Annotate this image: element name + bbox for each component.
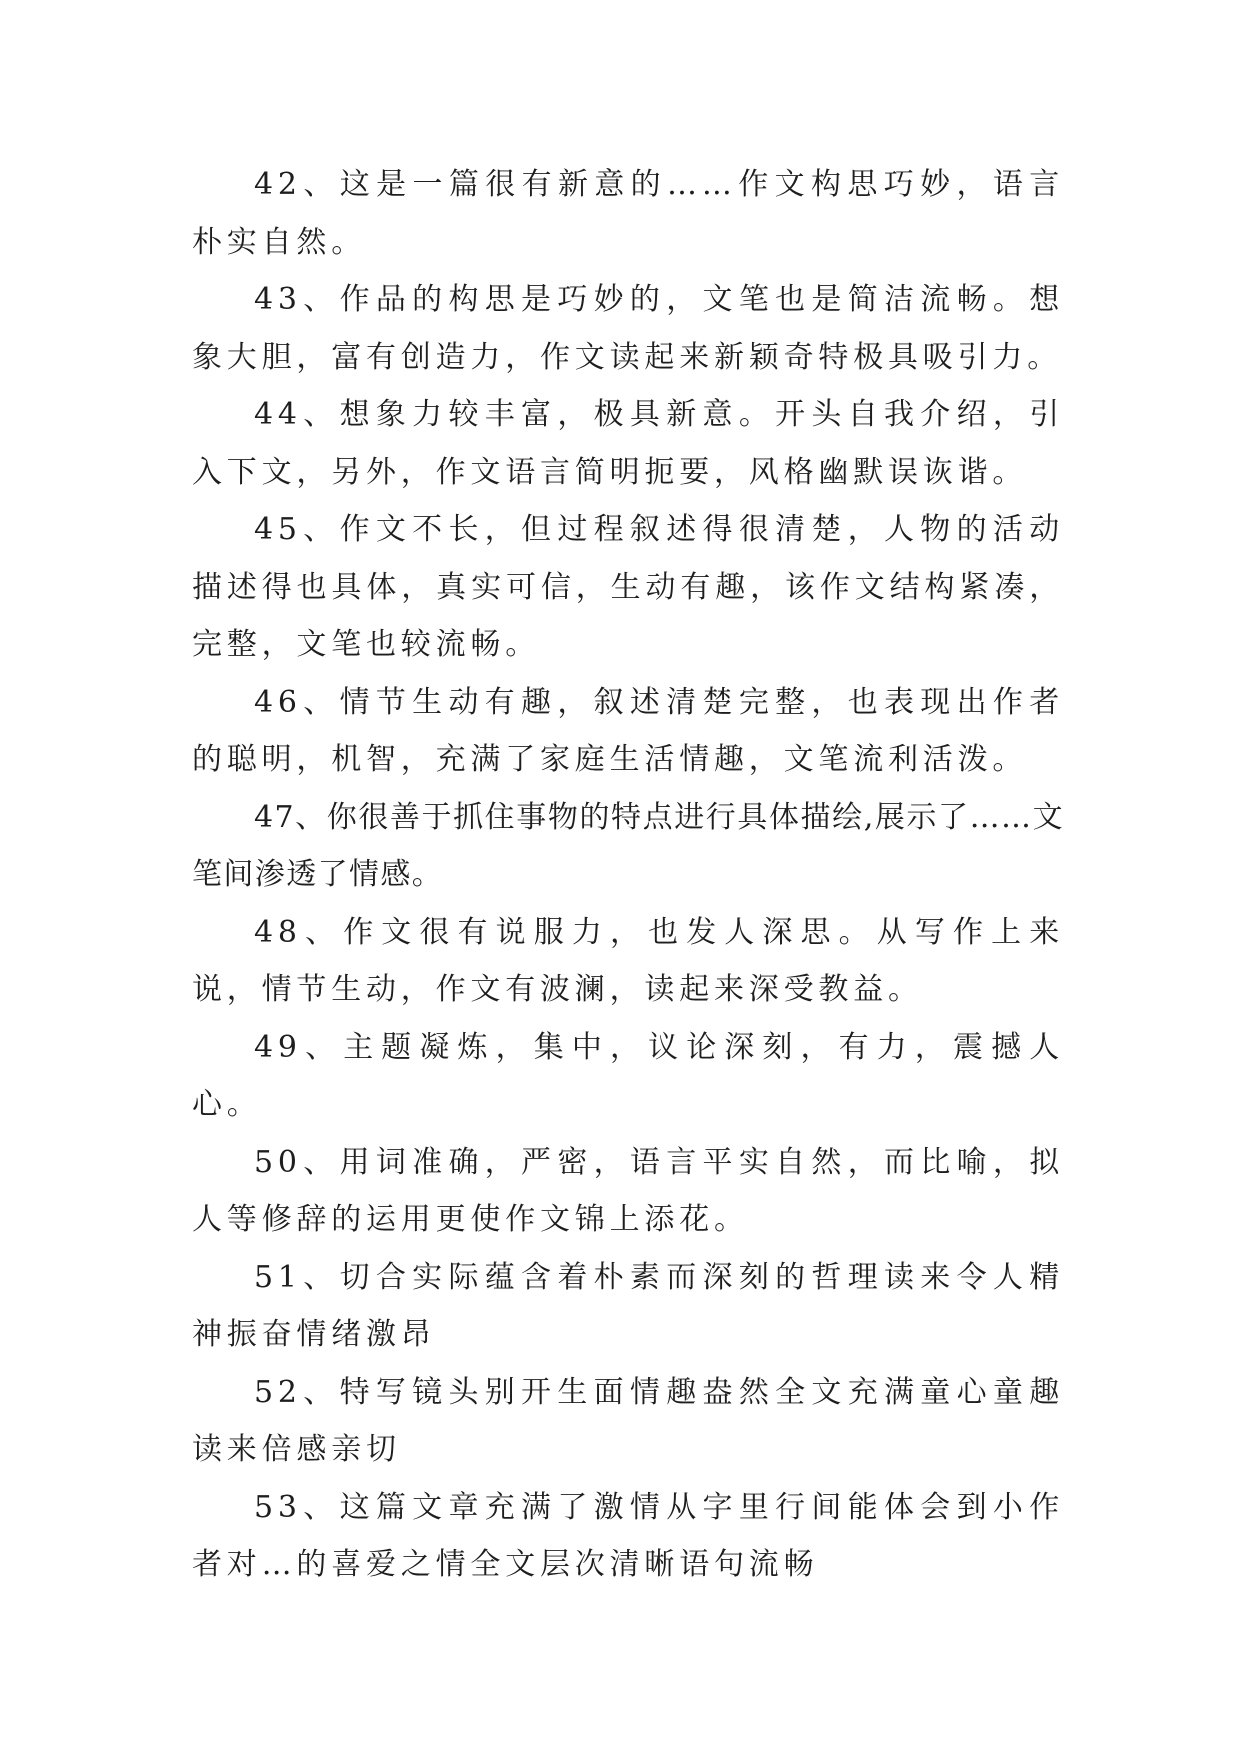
comment-paragraph-42: 42、这是一篇很有新意的……作文构思巧妙，语言朴实自然。 xyxy=(192,167,1064,260)
document-body xyxy=(192,156,1064,1594)
comment-paragraph-44: 44、想象力较丰富，极具新意。开头自我介绍，引入下文，另外，作文语言简明扼要，风格幽默误诙谐。 xyxy=(192,397,1064,490)
comment-paragraph-43: 43、作品的构思是巧妙的，文笔也是简洁流畅。想象大胆，富有创造力，作文读起来新颖奇特极具吸引力。 xyxy=(192,282,1064,375)
comment-paragraph-53: 53、这篇文章充满了激情从字里行间能体会到小作者对…的喜爱之情全文层次清晰语句流畅 xyxy=(192,1489,1064,1582)
comment-paragraph-47: 47、你很善于抓住事物的特点进行具体描绘,展示了……文笔间渗透了情感。 xyxy=(192,799,1064,892)
comment-paragraph-46: 46、情节生动有趣，叙述清楚完整，也表现出作者的聪明，机智，充满了家庭生活情趣，文笔流利活泼。 xyxy=(192,684,1064,777)
comment-paragraph-52: 52、特写镜头别开生面情趣盎然全文充满童心童趣读来倍感亲切 xyxy=(192,1374,1064,1467)
comment-paragraph-49: 49、主题凝炼，集中，议论深刻，有力，震撼人心。 xyxy=(192,1029,1064,1122)
comment-paragraph-45: 45、作文不长，但过程叙述得很清楚，人物的活动描述得也具体，真实可信，生动有趣，该作文结构紧凑，完整，文笔也较流畅。 xyxy=(192,512,1064,662)
comment-paragraph-51: 51、切合实际蕴含着朴素而深刻的哲理读来令人精神振奋情绪激昂 xyxy=(192,1259,1064,1352)
comment-paragraph-48: 48、作文很有说服力，也发人深思。从写作上来说，情节生动，作文有波澜，读起来深受教益。 xyxy=(192,914,1064,1007)
comment-paragraph-50: 50、用词准确，严密，语言平实自然，而比喻，拟人等修辞的运用更使作文锦上添花。 xyxy=(192,1144,1064,1237)
